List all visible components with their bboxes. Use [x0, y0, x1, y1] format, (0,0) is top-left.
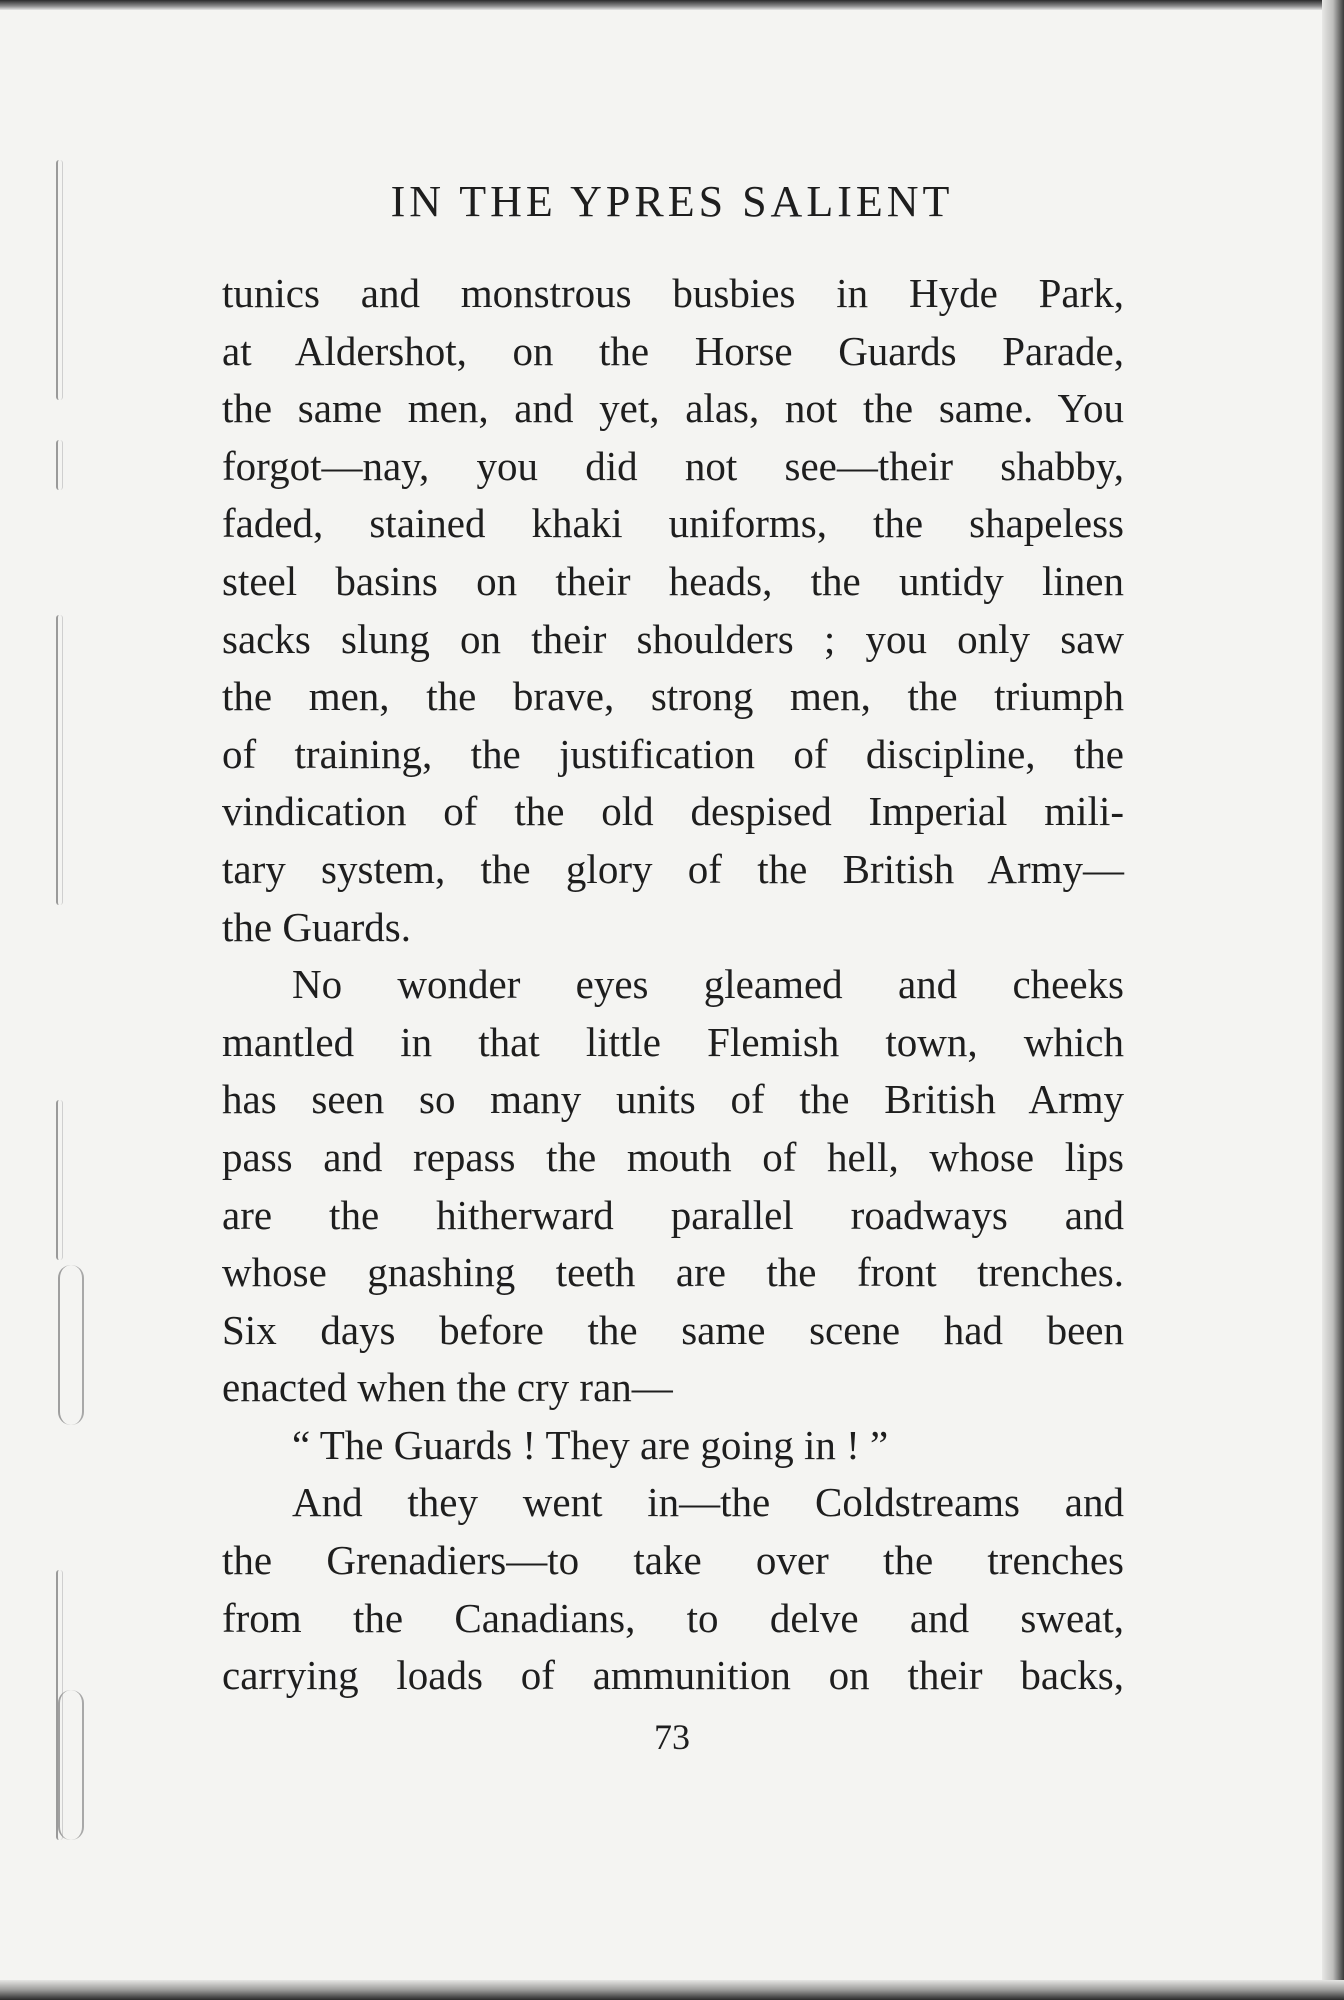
text-line: carrying loads of ammunition on their backs,	[222, 1652, 1124, 1699]
binding-stitch	[56, 440, 63, 490]
text-line: And they went in—the Coldstreams and	[292, 1479, 1124, 1526]
paragraph	[222, 1417, 1124, 1475]
text-line: are the hitherward parallel roadways and	[222, 1191, 1124, 1238]
page-top-edge	[0, 0, 1344, 10]
binding-stitch	[58, 1265, 84, 1425]
text-line: “ The Guards ! They are going in ! ”	[292, 1421, 889, 1468]
text-line: of training, the justification of discipline, the	[222, 730, 1124, 777]
text-line: has seen so many units of the British Army	[222, 1076, 1124, 1123]
text-line: tunics and monstrous busbies in Hyde Park,	[222, 270, 1124, 316]
binding-stitch	[58, 1690, 84, 1840]
text-line: vindication of the old despised Imperial mili-	[222, 788, 1124, 835]
binding-stitch	[56, 1100, 63, 1260]
paragraph	[222, 265, 1124, 956]
text-line: whose gnashing teeth are the front trenches.	[222, 1249, 1124, 1296]
paragraph	[222, 1474, 1124, 1704]
paragraph	[222, 956, 1124, 1417]
text-line: the Grenadiers—to take over the trenches	[222, 1537, 1124, 1584]
text-line: at Aldershot, on the Horse Guards Parade,	[222, 327, 1124, 374]
body-text	[222, 265, 1124, 1705]
text-line: sacks slung on their shoulders ; you only saw	[222, 615, 1124, 662]
text-line: the same men, and yet, alas, not the same. You	[222, 385, 1124, 432]
page-right-edge	[1322, 0, 1344, 2000]
text-line: steel basins on their heads, the untidy linen	[222, 557, 1124, 604]
running-head: IN THE YPRES SALIENT	[390, 177, 954, 226]
binding-stitch	[56, 615, 63, 905]
text-line: the men, the brave, strong men, the triumph	[222, 673, 1124, 720]
text-line: mantled in that little Flemish town, which	[222, 1018, 1124, 1065]
text-line: Six days before the same scene had been	[222, 1306, 1124, 1353]
page-number: 73	[654, 1717, 690, 1757]
text-line: No wonder eyes gleamed and cheeks	[292, 961, 1124, 1008]
text-line: the Guards.	[222, 903, 412, 950]
text-line: pass and repass the mouth of hell, whose lips	[222, 1133, 1124, 1180]
text-line: forgot—nay, you did not see—their shabby,	[222, 442, 1124, 489]
page-bottom-edge	[0, 1980, 1344, 2000]
text-line: from the Canadians, to delve and sweat,	[222, 1594, 1124, 1641]
text-line: faded, stained khaki uniforms, the shapeless	[222, 500, 1124, 547]
text-line: enacted when the cry ran—	[222, 1364, 673, 1411]
text-line: tary system, the glory of the British Army—	[222, 845, 1124, 892]
